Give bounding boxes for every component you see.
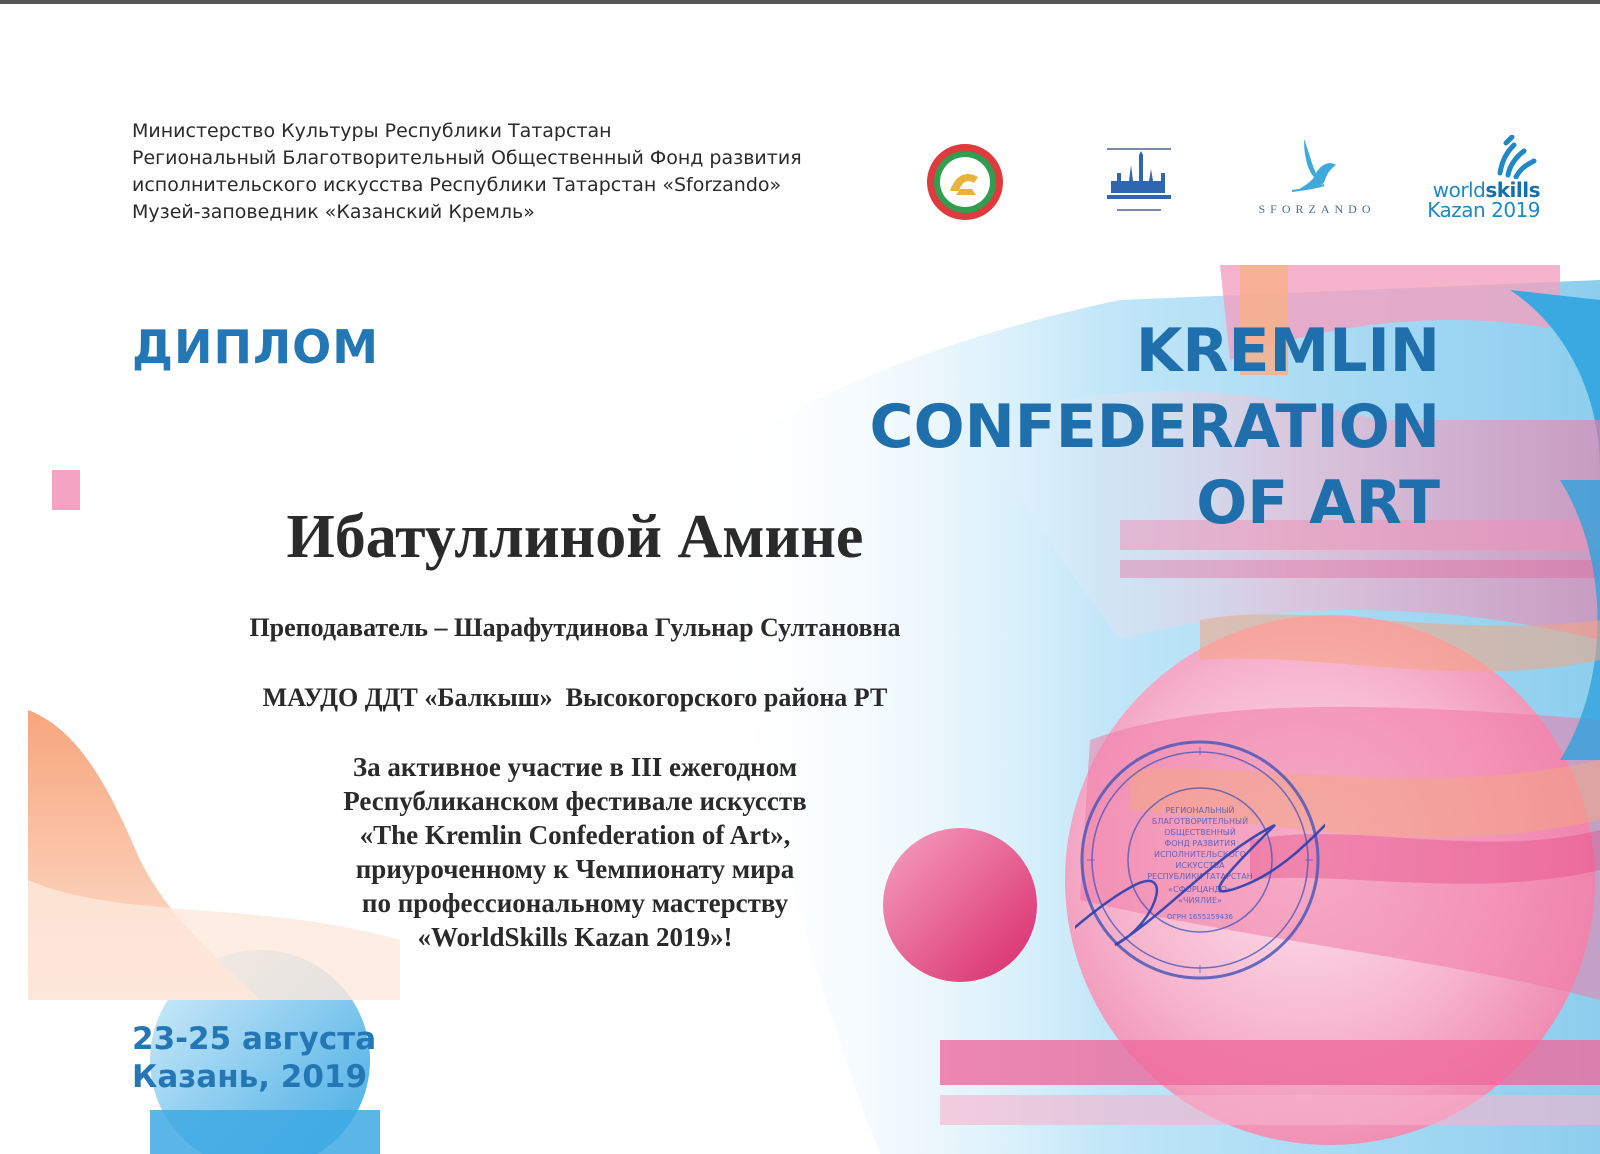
place-year-line: Казань, 2019 — [132, 1059, 368, 1095]
seal-text: БЛАГОТВОРИТЕЛЬНЫЙ — [1151, 817, 1249, 826]
organizer-line: исполнительского искусства Республики Татарстан «Sforzando» — [132, 174, 782, 196]
recipient-name: Ибатуллиной Амине — [286, 503, 864, 571]
seal-text: ОБЩЕСТВЕННЫЙ — [1164, 828, 1236, 837]
seal-text: ФОНД РАЗВИТИЯ — [1164, 839, 1236, 848]
sforzando-logo — [1252, 135, 1382, 225]
event-title-line: KREMLIN — [1135, 316, 1440, 386]
dates-line: 23-25 августа — [132, 1021, 377, 1057]
sforzando-text: SFORZANDO — [1258, 202, 1376, 216]
worldskills-text — [1422, 180, 1540, 220]
award-reason — [0, 750, 1150, 954]
seal-text: РЕГИОНАЛЬНЫЙ — [1165, 806, 1235, 815]
reason-line: «The Kremlin Confederation of Art», — [359, 820, 791, 850]
kazan-kremlin-icon — [1107, 143, 1171, 215]
organizer-line: Региональный Благотворительный Общественный Фонд развития — [132, 147, 802, 169]
seal-text: «ЧИЯЛИЕ» — [1178, 896, 1222, 905]
worldskills-hand-icon — [1422, 135, 1540, 179]
reason-line: «WorldSkills Kazan 2019»! — [417, 922, 733, 952]
organizer-line: Музей-заповедник «Казанский Кремль» — [132, 201, 535, 223]
reason-line: по профессиональному мастерству — [361, 888, 789, 918]
reason-line: За активное участие в III ежегодном — [352, 752, 798, 782]
diploma-title: ДИПЛОМ — [132, 320, 380, 374]
school-line: МАУДО ДДТ «Балкыш» Высокогорского района РТ — [262, 683, 888, 712]
reason-line: приуроченному к Чемпионату мира — [355, 854, 795, 884]
seal-text: ИСКУССТВА — [1175, 861, 1225, 870]
worldskills-city: Kazan 2019 — [1427, 198, 1540, 222]
organizers-block — [132, 118, 802, 226]
seal-ogrn: ОГРН 1655259436 — [1166, 913, 1234, 921]
tatarstan-emblem-icon — [926, 143, 1004, 221]
worldskills-logo — [1422, 135, 1540, 227]
seal-text: «СФОРЦАНДО» — [1168, 885, 1232, 894]
worldskills-prefix: world — [1432, 178, 1486, 202]
seal-text: РЕСПУБЛИКИ ТАТАРСТАН — [1147, 872, 1253, 881]
round-stamp-icon — [1075, 735, 1325, 985]
event-title-line: OF ART — [1196, 468, 1440, 538]
worldskills-bold: skills — [1485, 178, 1540, 202]
seal-text: ИСПОЛНИТЕЛЬСКОГО — [1153, 850, 1247, 859]
event-title-line: CONFEDERATION — [869, 392, 1440, 462]
bird-icon — [1252, 135, 1382, 199]
teacher-line: Преподаватель – Шарафутдинова Гульнар Султановна — [249, 613, 901, 642]
reason-line: Республиканском фестивале искусств — [343, 786, 807, 816]
event-dates — [132, 1020, 376, 1096]
organizer-line: Министерство Культуры Республики Татарстан — [132, 120, 612, 142]
